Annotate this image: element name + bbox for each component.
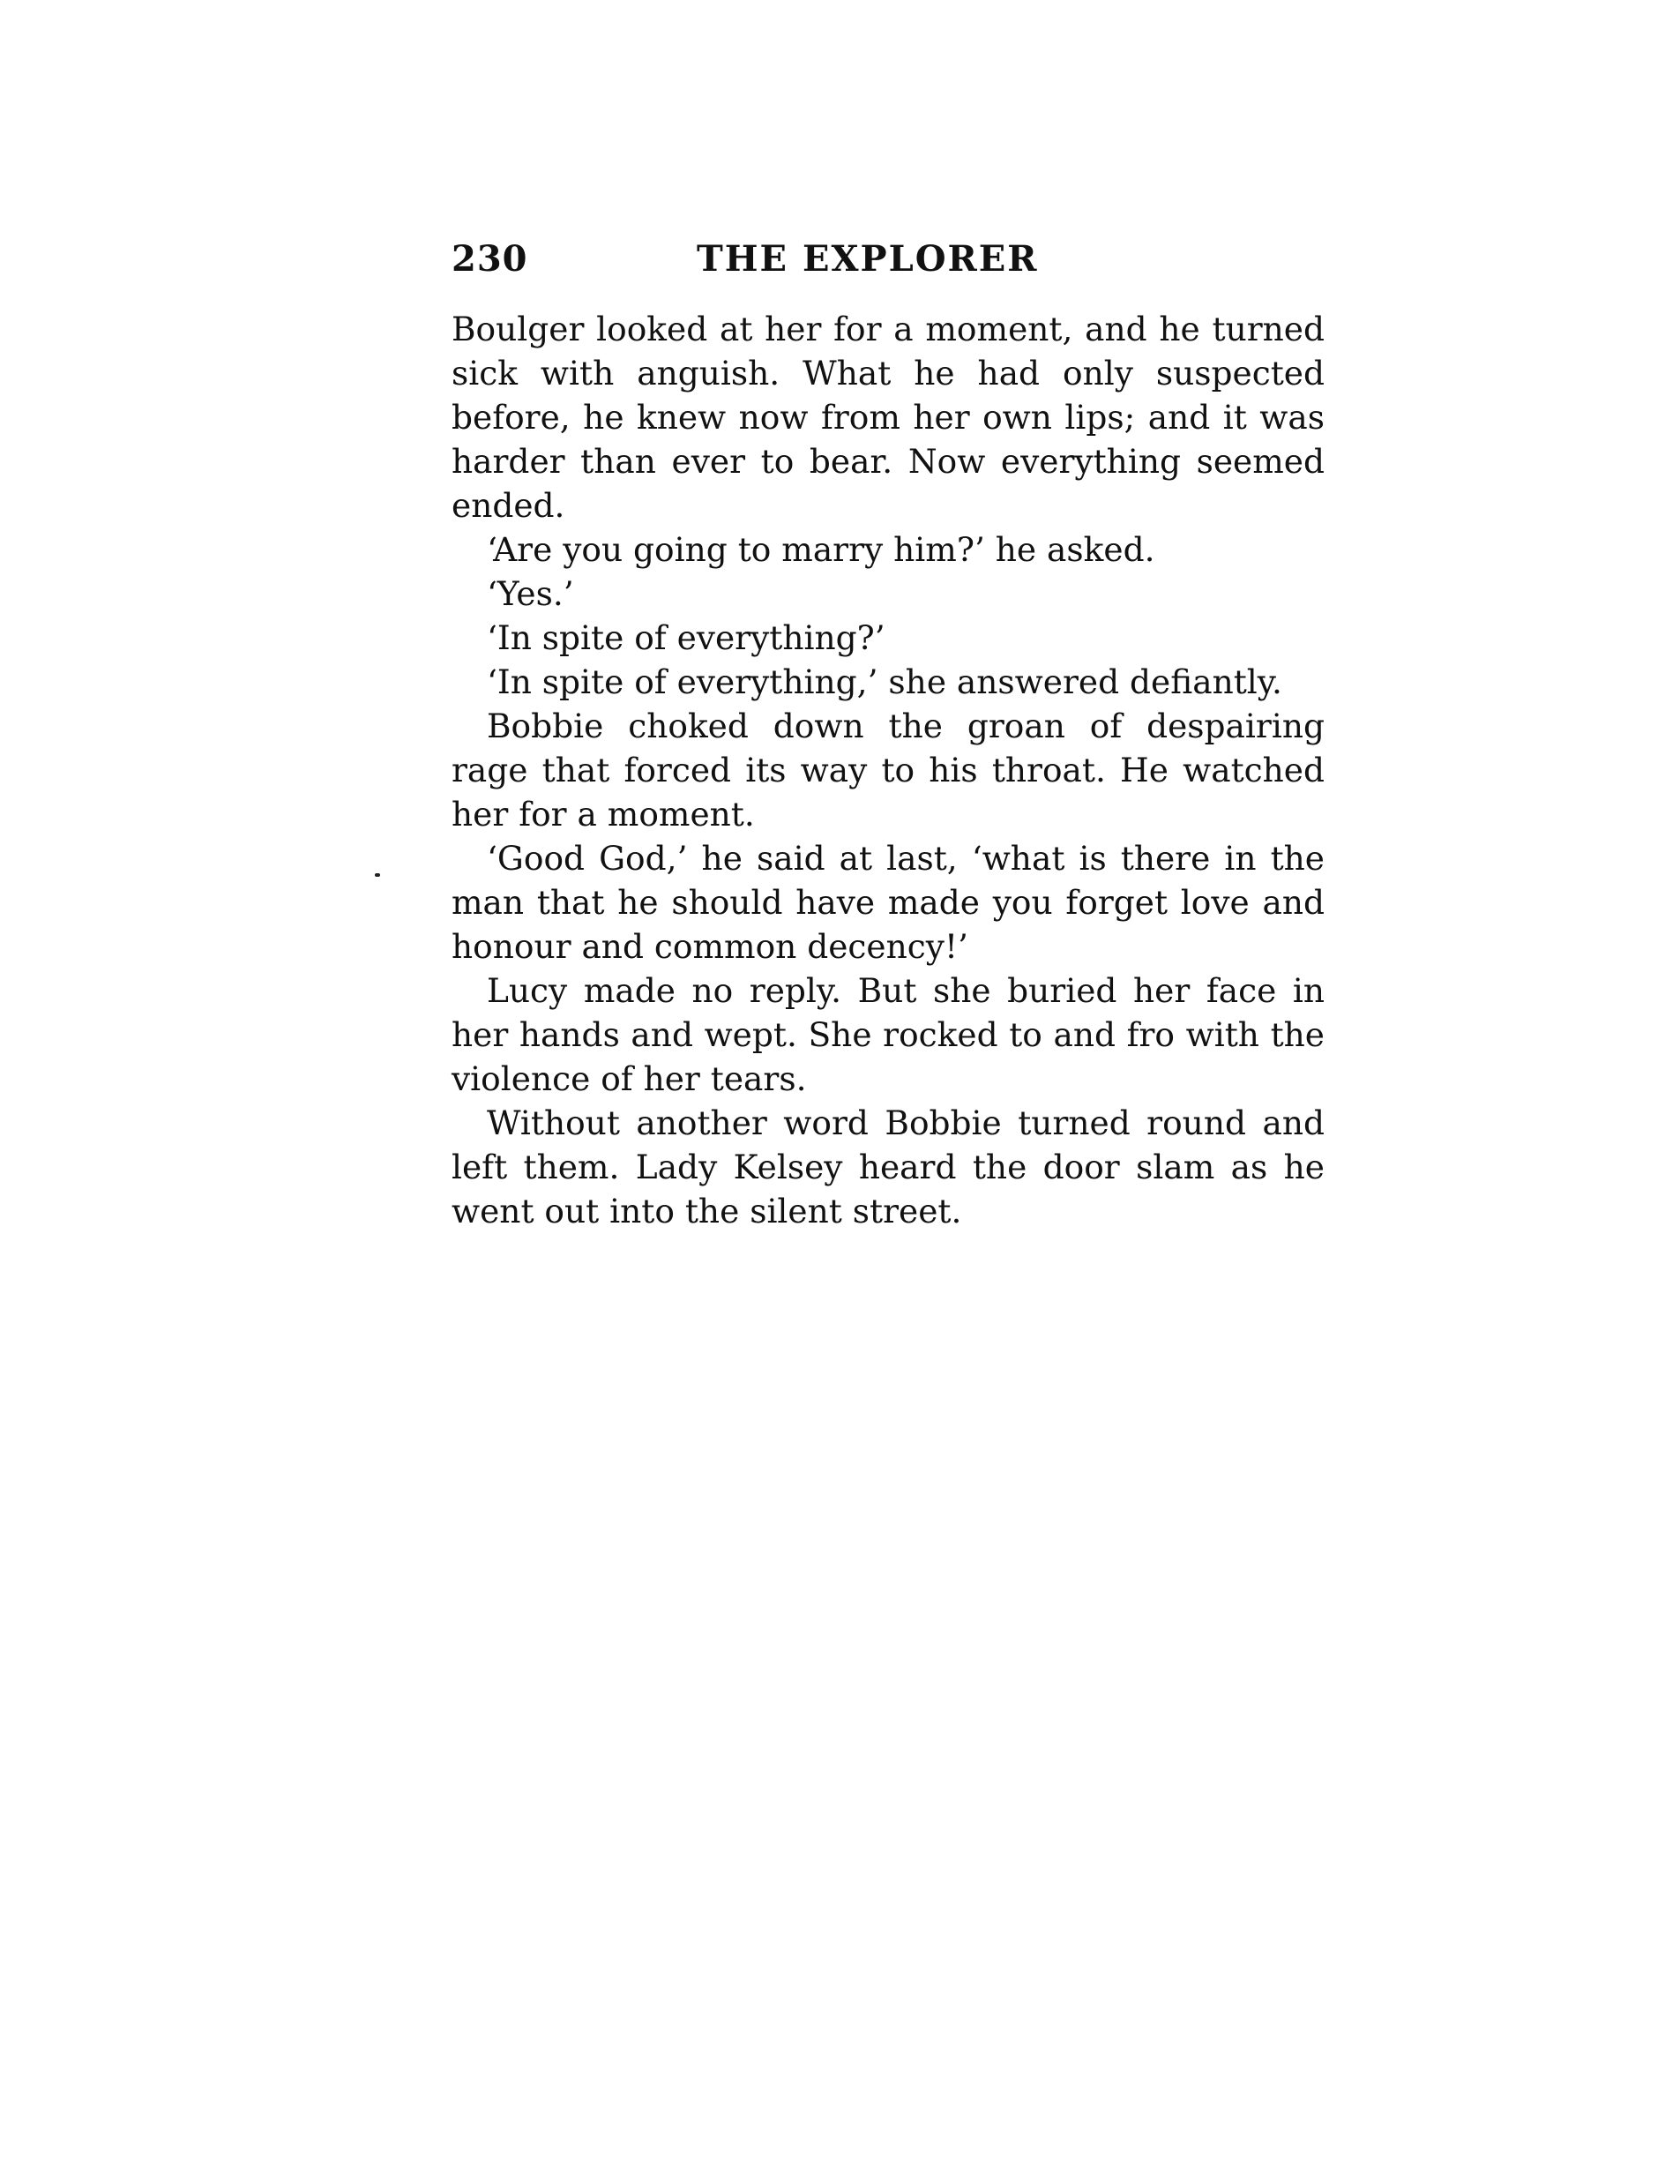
paragraph: ‘In spite of everything,’ she answered defiantly. [487, 662, 1282, 701]
paragraph: ‘In spite of everything?’ [487, 618, 885, 657]
paragraph: Without another word Bobbie turned round and left them. Lady Kelsey heard the door slam as he went out into the silent street. [452, 1103, 1325, 1230]
body-text [452, 307, 1325, 1233]
page-header [452, 238, 1325, 291]
paragraph: ‘Are you going to marry him?’ he asked. [487, 530, 1155, 569]
paragraph: ‘Yes.’ [487, 574, 574, 613]
running-title: THE EXPLORER [697, 238, 1039, 280]
paragraph: Bobbie choked down the groan of despairing rage that forced its way to his throat. He watched her for a moment. [452, 707, 1325, 834]
page-number: 230 [452, 238, 528, 280]
paragraph: ‘Good God,’ he said at last, ‘what is there in the man that he should have made you forget love and honour and common decency!’ [452, 839, 1325, 966]
paragraph: Lucy made no reply. But she buried her face in her hands and wept. She rocked to and fro with the violence of her tears. [452, 971, 1325, 1098]
stray-ink-mark [375, 873, 380, 877]
paragraph: Boulger looked at her for a moment, and he turned sick with anguish. What he had only suspected before, he knew now from her own lips; and it was harder than ever to bear. Now everything seemed ended. [452, 310, 1325, 525]
